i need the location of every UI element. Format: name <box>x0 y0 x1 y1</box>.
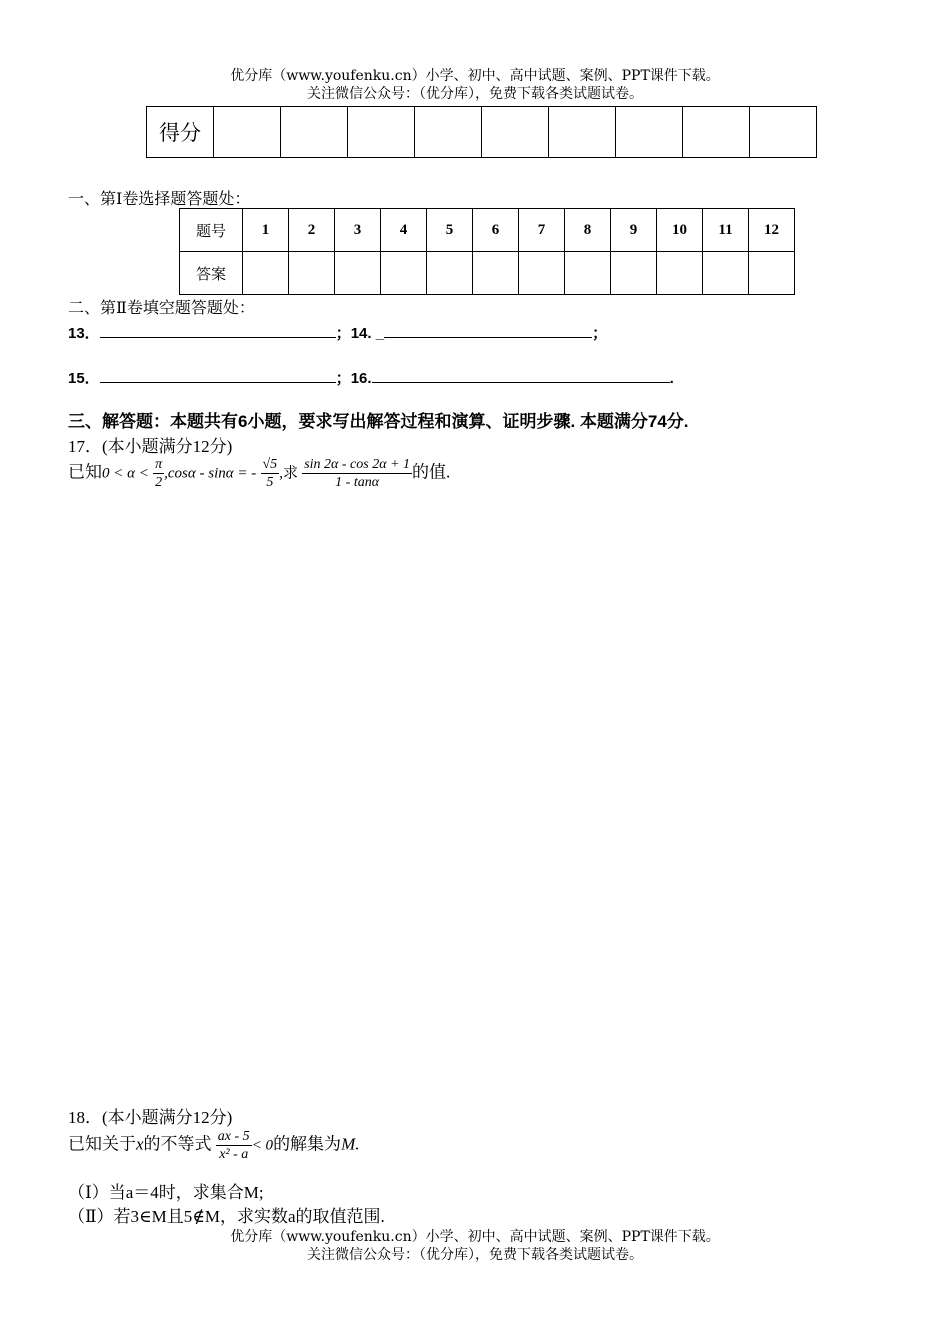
answer-cell <box>703 252 749 295</box>
q14-blank <box>384 323 592 338</box>
q17-suffix: 的值. <box>412 462 451 482</box>
answer-cell <box>519 252 565 295</box>
q14-label: 14. _ <box>350 325 385 342</box>
q15-blank <box>100 368 336 383</box>
fraction-denominator: 2 <box>155 475 163 490</box>
q17-cond1: 0 < α < <box>102 465 149 482</box>
score-cell <box>214 107 281 158</box>
header-line-2: 关注微信公众号：（优分库），免费下载各类试题试卷。 <box>307 86 643 102</box>
answer-cell <box>289 252 335 295</box>
q18-suffix: 的解集为 <box>273 1134 342 1154</box>
q18-mid: 的不等式 <box>143 1134 212 1154</box>
end-mark: . <box>669 370 674 387</box>
row-label-number: 题号 <box>180 209 243 252</box>
q17-ask: ,求 <box>279 465 298 482</box>
fraction-denominator: 1 - tanα <box>335 475 380 490</box>
score-cell <box>348 107 415 158</box>
answer-table-answer-row <box>180 252 795 295</box>
fill-row-13-14 <box>68 322 607 343</box>
separator: ； <box>335 370 351 387</box>
answer-cell <box>611 252 657 295</box>
q13-label: 13． <box>68 325 100 342</box>
header-line-1: 优分库（www.youfenku.cn）小学、初中、高中试题、案例、PPT课件下载。 <box>230 68 720 84</box>
separator: ； <box>335 325 351 342</box>
question-number: 3 <box>335 209 381 252</box>
question-number: 9 <box>611 209 657 252</box>
answer-cell <box>335 252 381 295</box>
sqrt5-over-5-fraction <box>261 456 280 491</box>
question-number: 5 <box>427 209 473 252</box>
score-cell <box>750 107 817 158</box>
q18-part1: （Ⅰ）当a＝4时，求集合M; <box>68 1183 264 1202</box>
answer-cell <box>381 252 427 295</box>
q13-blank <box>100 323 336 338</box>
q17-statement <box>68 456 450 491</box>
question-number: 10 <box>657 209 703 252</box>
question-number: 7 <box>519 209 565 252</box>
score-cell <box>549 107 616 158</box>
question-number: 4 <box>381 209 427 252</box>
section1-title: 一、第Ⅰ卷选择题答题处： <box>68 189 251 208</box>
question-number: 2 <box>289 209 335 252</box>
question-number: 8 <box>565 209 611 252</box>
q16-label: 16. <box>350 370 372 387</box>
score-cell <box>281 107 348 158</box>
q17-cond2: ,cosα - sinα = - <box>164 465 257 482</box>
q18-ineq-rhs: < 0 <box>251 1137 274 1154</box>
footer-line-1: 优分库（www.youfenku.cn）小学、初中、高中试题、案例、PPT课件下载。 <box>230 1229 720 1245</box>
fraction-numerator: √5 <box>262 457 278 472</box>
q15-label: 15． <box>68 370 100 387</box>
answer-cell <box>657 252 703 295</box>
target-expression-fraction <box>302 456 412 491</box>
answer-cell <box>427 252 473 295</box>
score-cell <box>616 107 683 158</box>
answer-cell <box>473 252 519 295</box>
row-label-answer: 答案 <box>180 252 243 295</box>
question-number: 12 <box>749 209 795 252</box>
section3-title: 三、解答题：本题共有6小题，要求写出解答过程和演算、证明步骤. 本题满分74分. <box>68 412 689 431</box>
q18-part2: （Ⅱ）若3∈M且5∉M，求实数a的取值范围. <box>68 1207 385 1226</box>
score-cell <box>683 107 750 158</box>
fraction-denominator: x² - a <box>219 1147 249 1162</box>
answer-cell <box>749 252 795 295</box>
fraction-denominator: 5 <box>266 475 274 490</box>
q18-var: x <box>136 1134 144 1154</box>
score-table <box>146 106 817 158</box>
question-number: 11 <box>703 209 749 252</box>
fraction-numerator: π <box>155 457 163 472</box>
section2-title: 二、第Ⅱ卷填空题答题处： <box>68 298 255 317</box>
q18-heading: 18．(本小题满分12分) <box>68 1108 233 1127</box>
q18-prefix: 已知关于 <box>68 1134 136 1154</box>
answer-table <box>179 208 795 295</box>
fraction-numerator: ax - 5 <box>217 1129 250 1144</box>
pi-over-2-fraction <box>153 456 164 491</box>
answer-cell <box>243 252 289 295</box>
footer-line-2: 关注微信公众号：（优分库），免费下载各类试题试卷。 <box>307 1247 643 1263</box>
q16-blank <box>372 368 670 383</box>
fill-row-15-16 <box>68 367 674 388</box>
q18-set: M. <box>341 1134 360 1154</box>
score-label: 得分 <box>147 107 214 158</box>
question-number: 6 <box>473 209 519 252</box>
inequality-fraction <box>216 1128 252 1163</box>
question-number: 1 <box>243 209 289 252</box>
score-cell <box>482 107 549 158</box>
answer-table-number-row <box>180 209 795 252</box>
score-cell <box>415 107 482 158</box>
separator: ； <box>592 325 608 342</box>
q17-prefix: 已知 <box>68 462 102 482</box>
answer-cell <box>565 252 611 295</box>
q17-heading: 17．(本小题满分12分) <box>68 437 233 456</box>
q18-statement <box>68 1128 359 1163</box>
fraction-numerator: sin 2α - cos 2α + 1 <box>304 457 411 472</box>
